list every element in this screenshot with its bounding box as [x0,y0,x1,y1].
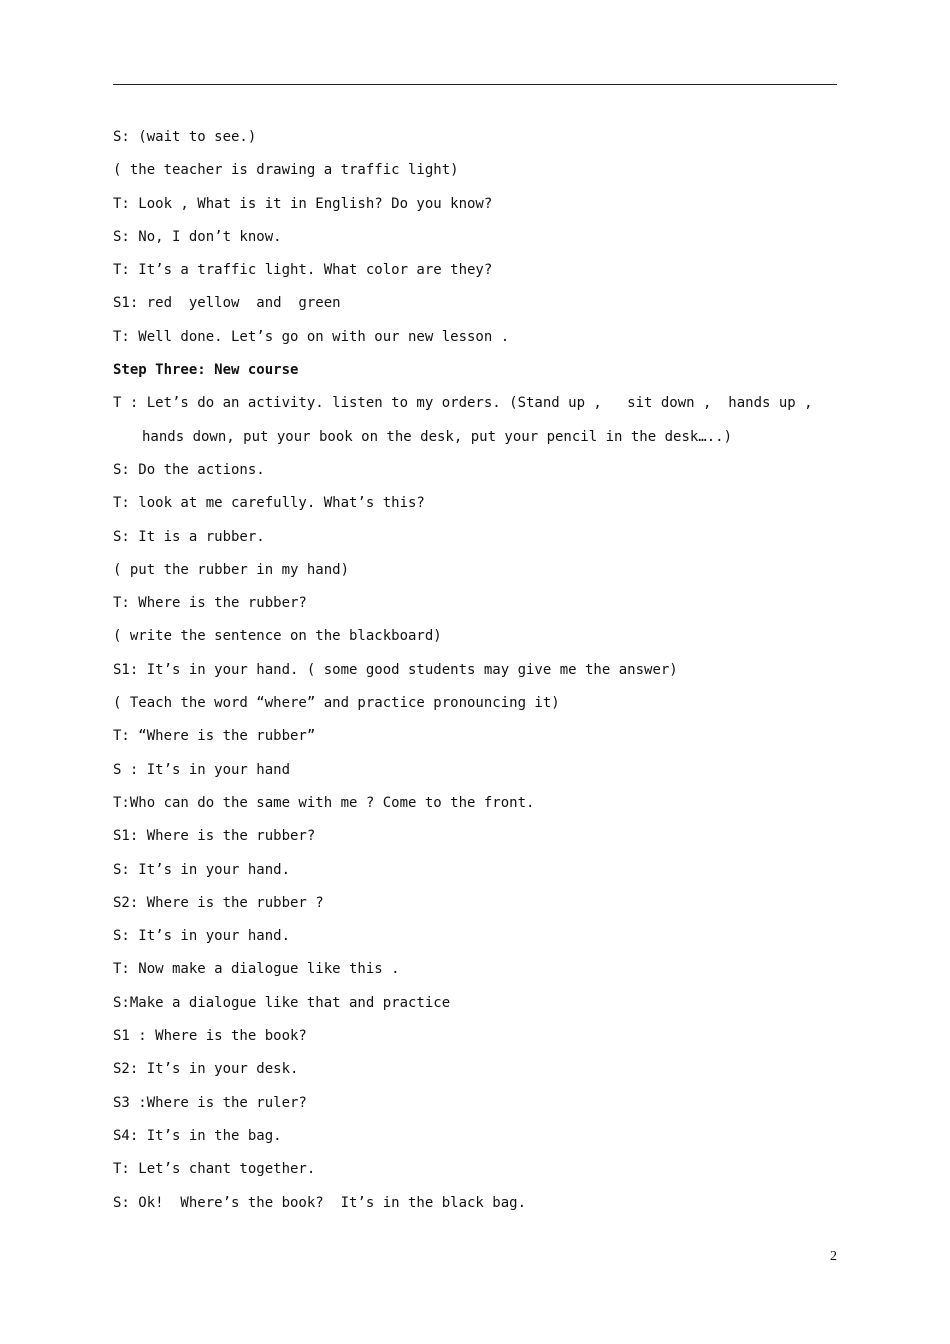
text-line: S:Make a dialogue like that and practice [113,994,451,1011]
text-line: S2: Where is the rubber ? [113,894,324,911]
text-line: T: Now make a dialogue like this . [113,961,400,978]
header-rule [113,84,837,85]
text-line: T: It’s a traffic light. What color are they? [113,262,493,279]
text-line: S: It’s in your hand. [113,861,291,878]
text-line: T: look at me carefully. What’s this? [113,495,425,512]
text-line: S : It’s in your hand [113,761,291,778]
lesson-text [113,126,843,1225]
section-heading: Step Three: New course [113,362,299,379]
text-line: S: It is a rubber. [113,528,265,545]
text-line: T:Who can do the same with me ? Come to the front. [113,794,535,811]
text-line: S3 :Where is the ruler? [113,1094,307,1111]
text-line: S4: It’s in the bag. [113,1127,282,1144]
text-line: S: (wait to see.) [113,129,257,145]
text-line: ( Teach the word “where” and practice pronouncing it) [113,695,560,712]
text-line: ( write the sentence on the blackboard) [113,628,442,645]
text-line: hands down, put your book on the desk, put your pencil in the desk…..) [142,428,733,445]
text-line: T: Well done. Let’s go on with our new lesson . [113,328,510,345]
text-line: S: It’s in your hand. [113,928,291,945]
text-line: S1: red yellow and green [113,295,341,312]
text-line: ( the teacher is drawing a traffic light) [113,162,459,179]
page-number: 2 [830,1249,837,1264]
text-line: S2: It’s in your desk. [113,1061,299,1078]
text-line: S: Do the actions. [113,461,265,478]
text-line: ( put the rubber in my hand) [113,561,350,578]
text-line: T: Look , What is it in English? Do you know? [113,195,493,212]
text-line: T: “Where is the rubber” [113,728,316,745]
text-line: T : Let’s do an activity. listen to my orders. (Stand up , sit down , hands up , [113,395,813,412]
text-line: S1: It’s in your hand. ( some good students may give me the answer) [113,661,678,678]
text-line: T: Let’s chant together. [113,1161,316,1178]
text-line: S: Ok! Where’s the book? It’s in the black bag. [113,1194,527,1211]
text-line: S: No, I don’t know. [113,228,282,245]
text-line: S1 : Where is the book? [113,1028,307,1045]
text-line: S1: Where is the rubber? [113,828,316,845]
text-line: T: Where is the rubber? [113,595,307,612]
